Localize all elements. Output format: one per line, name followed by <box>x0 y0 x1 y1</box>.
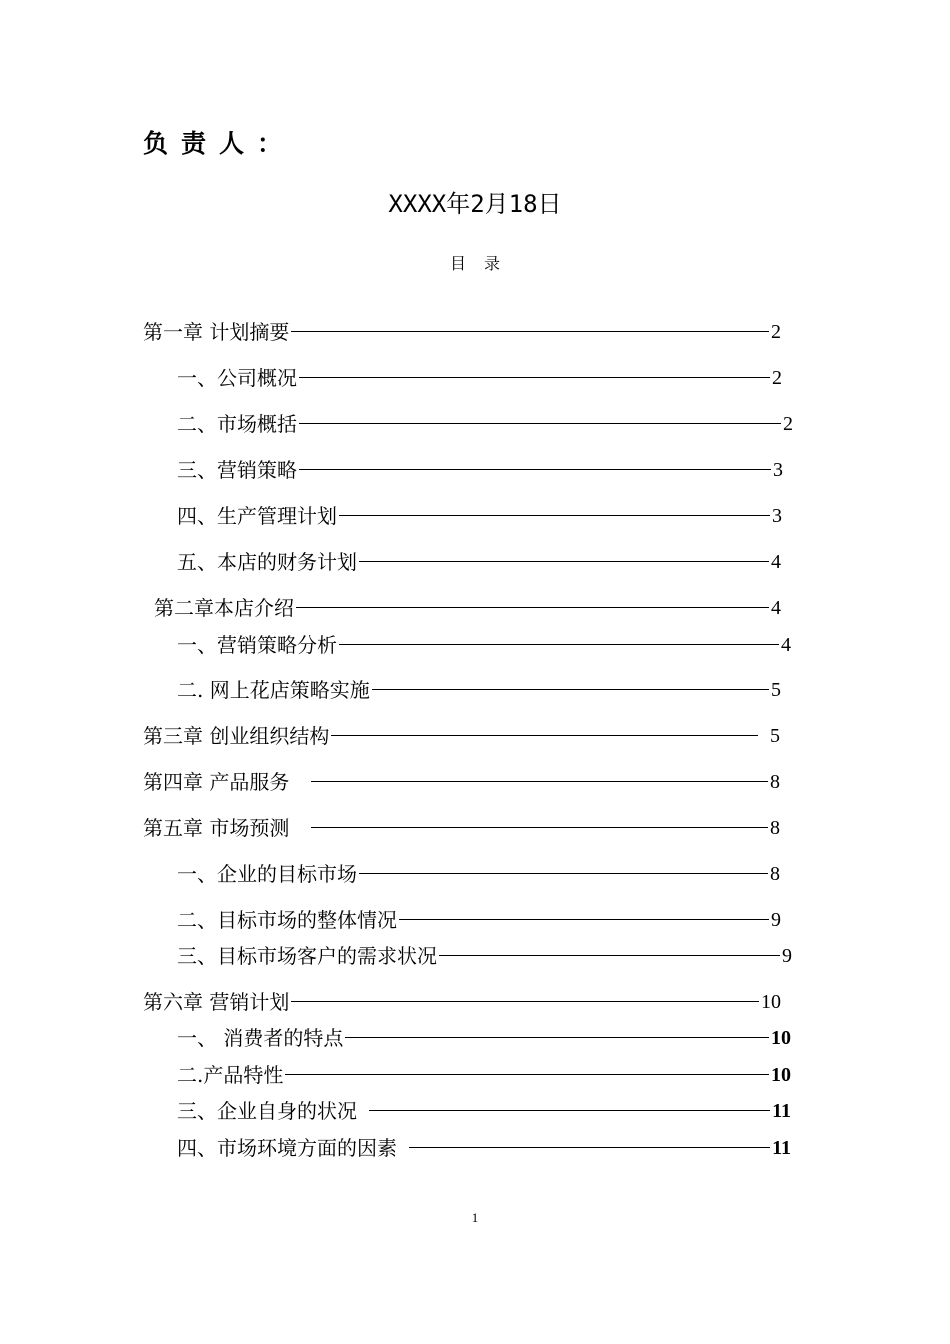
toc-entry[interactable] <box>177 906 781 932</box>
toc-leader <box>345 1037 769 1038</box>
toc-entry-text: 三、目标市场客户的需求状况 <box>177 944 437 968</box>
toc-entry[interactable] <box>177 1134 791 1160</box>
toc-entry[interactable] <box>143 814 780 840</box>
toc-entry-text: 第五章 市场预测 <box>143 816 290 840</box>
toc-entry-page: 8 <box>770 863 780 885</box>
toc-entry-text: 第二章本店介绍 <box>154 596 294 620</box>
toc-leader <box>299 423 781 424</box>
toc-entry-page: 5 <box>771 679 781 701</box>
toc-entry-page: 8 <box>770 771 780 793</box>
toc-entry-text: 一、营销策略分析 <box>177 633 337 657</box>
toc-entry-page: 4 <box>771 597 781 619</box>
document-date: XXXX年2月18日 <box>388 190 562 218</box>
toc-entry-text: 一、 消费者的特点 <box>177 1026 344 1050</box>
toc-entry-text: 三、营销策略 <box>177 458 297 482</box>
toc-leader <box>291 1001 759 1002</box>
toc-entry-text: 五、本店的财务计划 <box>177 550 357 574</box>
toc-entry-text: 第一章 计划摘要 <box>143 320 290 344</box>
toc-entry-text: 二.产品特性 <box>177 1063 284 1087</box>
toc-entry[interactable] <box>177 364 782 390</box>
toc-entry[interactable] <box>177 676 781 702</box>
toc-entry-page: 10 <box>771 1027 791 1049</box>
toc-entry-page: 2 <box>772 367 782 389</box>
toc-leader <box>331 735 758 736</box>
toc-entry[interactable] <box>177 1024 791 1050</box>
toc-entry[interactable] <box>177 1097 791 1123</box>
toc-entry-page: 11 <box>772 1137 791 1159</box>
toc-leader <box>359 873 768 874</box>
toc-entry[interactable] <box>143 988 781 1014</box>
toc-entry[interactable] <box>177 502 782 528</box>
toc-entry-page: 3 <box>772 505 782 527</box>
toc-leader <box>299 469 771 470</box>
toc-leader <box>409 1147 770 1148</box>
toc-entry[interactable] <box>177 942 792 968</box>
toc-entry-text: 三、企业自身的状况 <box>177 1099 357 1123</box>
toc-entry-page: 2 <box>783 413 793 435</box>
toc-entry[interactable] <box>143 722 780 748</box>
toc-entry-page: 4 <box>771 551 781 573</box>
toc-leader <box>299 377 770 378</box>
toc-leader <box>296 607 769 608</box>
toc-leader <box>439 955 780 956</box>
toc-leader <box>311 827 768 828</box>
toc-entry-text: 第三章 创业组织结构 <box>143 724 330 748</box>
toc-leader <box>372 689 769 690</box>
toc-entry-page: 11 <box>772 1100 791 1122</box>
toc-leader <box>339 644 779 645</box>
toc-entry-text: 二、市场概括 <box>177 412 297 436</box>
toc-entry-page: 10 <box>761 991 781 1013</box>
toc-leader <box>399 919 769 920</box>
toc-leader <box>369 1110 770 1111</box>
toc-entry[interactable] <box>177 456 783 482</box>
toc-entry-page: 10 <box>771 1064 791 1086</box>
toc-entry[interactable] <box>177 631 791 657</box>
toc-entry-text: 二. 网上花店策略实施 <box>177 678 370 702</box>
toc-entry-page: 9 <box>782 945 792 967</box>
toc-entry[interactable] <box>154 594 781 620</box>
toc-entry-page: 9 <box>771 909 781 931</box>
toc-entry-text: 第六章 营销计划 <box>143 990 290 1014</box>
toc-entry-page: 5 <box>770 725 780 747</box>
toc-entry[interactable] <box>177 860 780 886</box>
page-number: 1 <box>471 1210 479 1225</box>
toc-entry[interactable] <box>177 548 781 574</box>
responsible-label: 负责人： <box>143 129 296 158</box>
toc-leader <box>291 331 769 332</box>
toc-entry[interactable] <box>143 318 781 344</box>
toc-entry-page: 3 <box>773 459 783 481</box>
toc-entry-text: 第四章 产品服务 <box>143 770 290 794</box>
toc-leader <box>339 515 770 516</box>
toc-entry-text: 四、市场环境方面的因素 <box>177 1136 397 1160</box>
toc-entry[interactable] <box>143 768 780 794</box>
toc-entry-text: 四、生产管理计划 <box>177 504 337 528</box>
toc-leader <box>311 781 768 782</box>
toc-entry-text: 一、企业的目标市场 <box>177 862 357 886</box>
toc-entry[interactable] <box>177 1061 791 1087</box>
toc-entry-page: 4 <box>781 634 791 656</box>
toc-entry-text: 二、目标市场的整体情况 <box>177 908 397 932</box>
toc-leader <box>359 561 769 562</box>
toc-entry-page: 8 <box>770 817 780 839</box>
toc-entry-text: 一、公司概况 <box>177 366 297 390</box>
toc-leader <box>285 1074 769 1075</box>
toc-title: 目录 <box>449 254 518 273</box>
toc-entry[interactable] <box>177 410 793 436</box>
toc-entry-page: 2 <box>771 321 781 343</box>
